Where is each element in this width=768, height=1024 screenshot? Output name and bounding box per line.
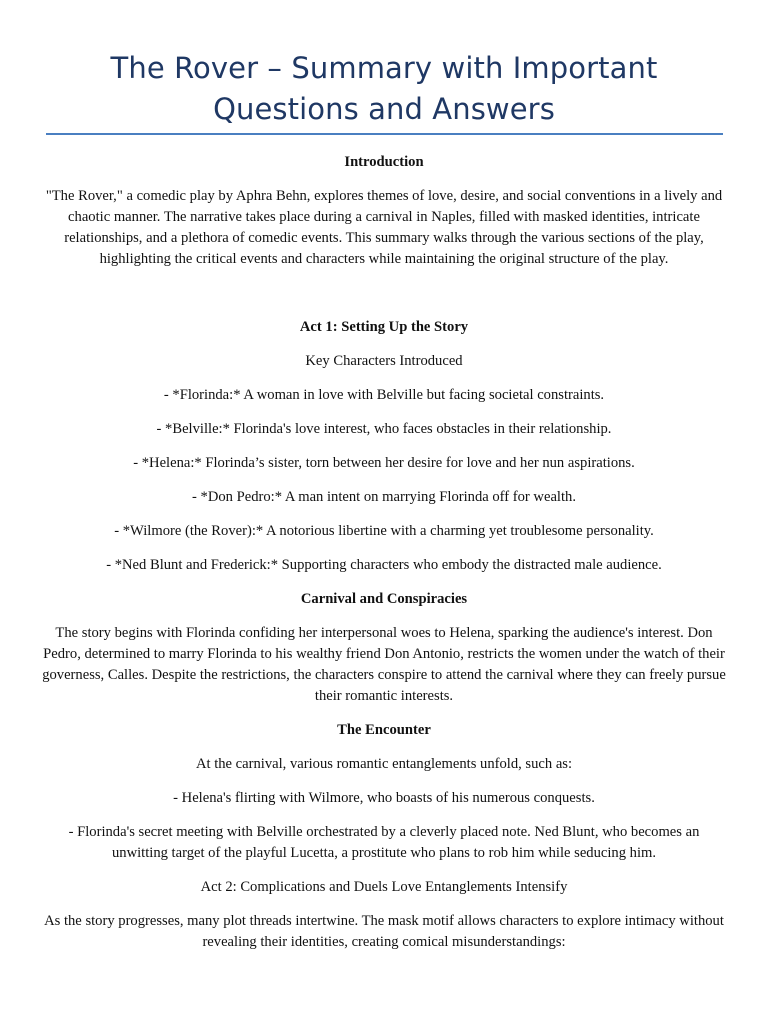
character-item: - *Helena:* Florinda’s sister, torn between her desire for love and her nun aspirations. bbox=[133, 455, 635, 471]
carnival-paragraph: The story begins with Florinda confiding her interpersonal woes to Helena, sparking the audience's interest. Don Pedro, determined to marry Florinda to his wealthy friend Don Antonio, restricts the women under the watch of their governess, Calles. Despite the restrictions, the characters conspire to attend the carnival where they can freely pursue their romantic interests. bbox=[42, 625, 726, 704]
document-title: The Rover – Summary with Important Questions and Answers bbox=[110, 51, 658, 126]
section-heading-encounter: The Encounter bbox=[337, 722, 431, 738]
act2-paragraph: As the story progresses, many plot threads intertwine. The mask motif allows characters to explore intimacy without revealing their identities, creating comical misunderstandings: bbox=[44, 913, 724, 950]
spacer bbox=[40, 283, 728, 317]
document-body bbox=[40, 152, 728, 966]
encounter-item: - Helena's flirting with Wilmore, who boasts of his numerous conquests. bbox=[173, 790, 595, 806]
character-item: - *Don Pedro:* A man intent on marrying Florinda off for wealth. bbox=[192, 489, 576, 505]
introduction-paragraph: "The Rover," a comedic play by Aphra Behn, explores themes of love, desire, and social conventions in a lively and chaotic manner. The narrative takes place during a carnival in Naples, filled with masked identities, intricate relationships, and a plethora of comedic events. This summary walks through the various sections of the play, highlighting the critical events and characters while maintaining the original structure of the play. bbox=[45, 188, 723, 267]
character-item: - *Florinda:* A woman in love with Belville but facing societal constraints. bbox=[163, 387, 605, 403]
character-item: - *Wilmore (the Rover):* A notorious libertine with a charming yet troublesome personality. bbox=[114, 523, 654, 539]
character-item: - *Belville:* Florinda's love interest, who faces obstacles in their relationship. bbox=[156, 421, 612, 437]
encounter-intro: At the carnival, various romantic entanglements unfold, such as: bbox=[195, 756, 573, 772]
title-underline-divider bbox=[46, 133, 723, 135]
section-heading-act1: Act 1: Setting Up the Story bbox=[299, 319, 469, 335]
encounter-item: - Florinda's secret meeting with Belville orchestrated by a cleverly placed note. Ned Blunt, who becomes an unwitting target of the playful Lucetta, a prostitute who plans to rob him while seducing him. bbox=[68, 824, 700, 861]
section-heading-introduction: Introduction bbox=[344, 154, 424, 170]
act2-line: Act 2: Complications and Duels Love Entanglements Intensify bbox=[200, 879, 568, 895]
key-characters-label: Key Characters Introduced bbox=[305, 353, 463, 369]
character-item: - *Ned Blunt and Frederick:* Supporting characters who embody the distracted male audience. bbox=[106, 557, 662, 573]
section-heading-carnival: Carnival and Conspiracies bbox=[300, 591, 468, 607]
